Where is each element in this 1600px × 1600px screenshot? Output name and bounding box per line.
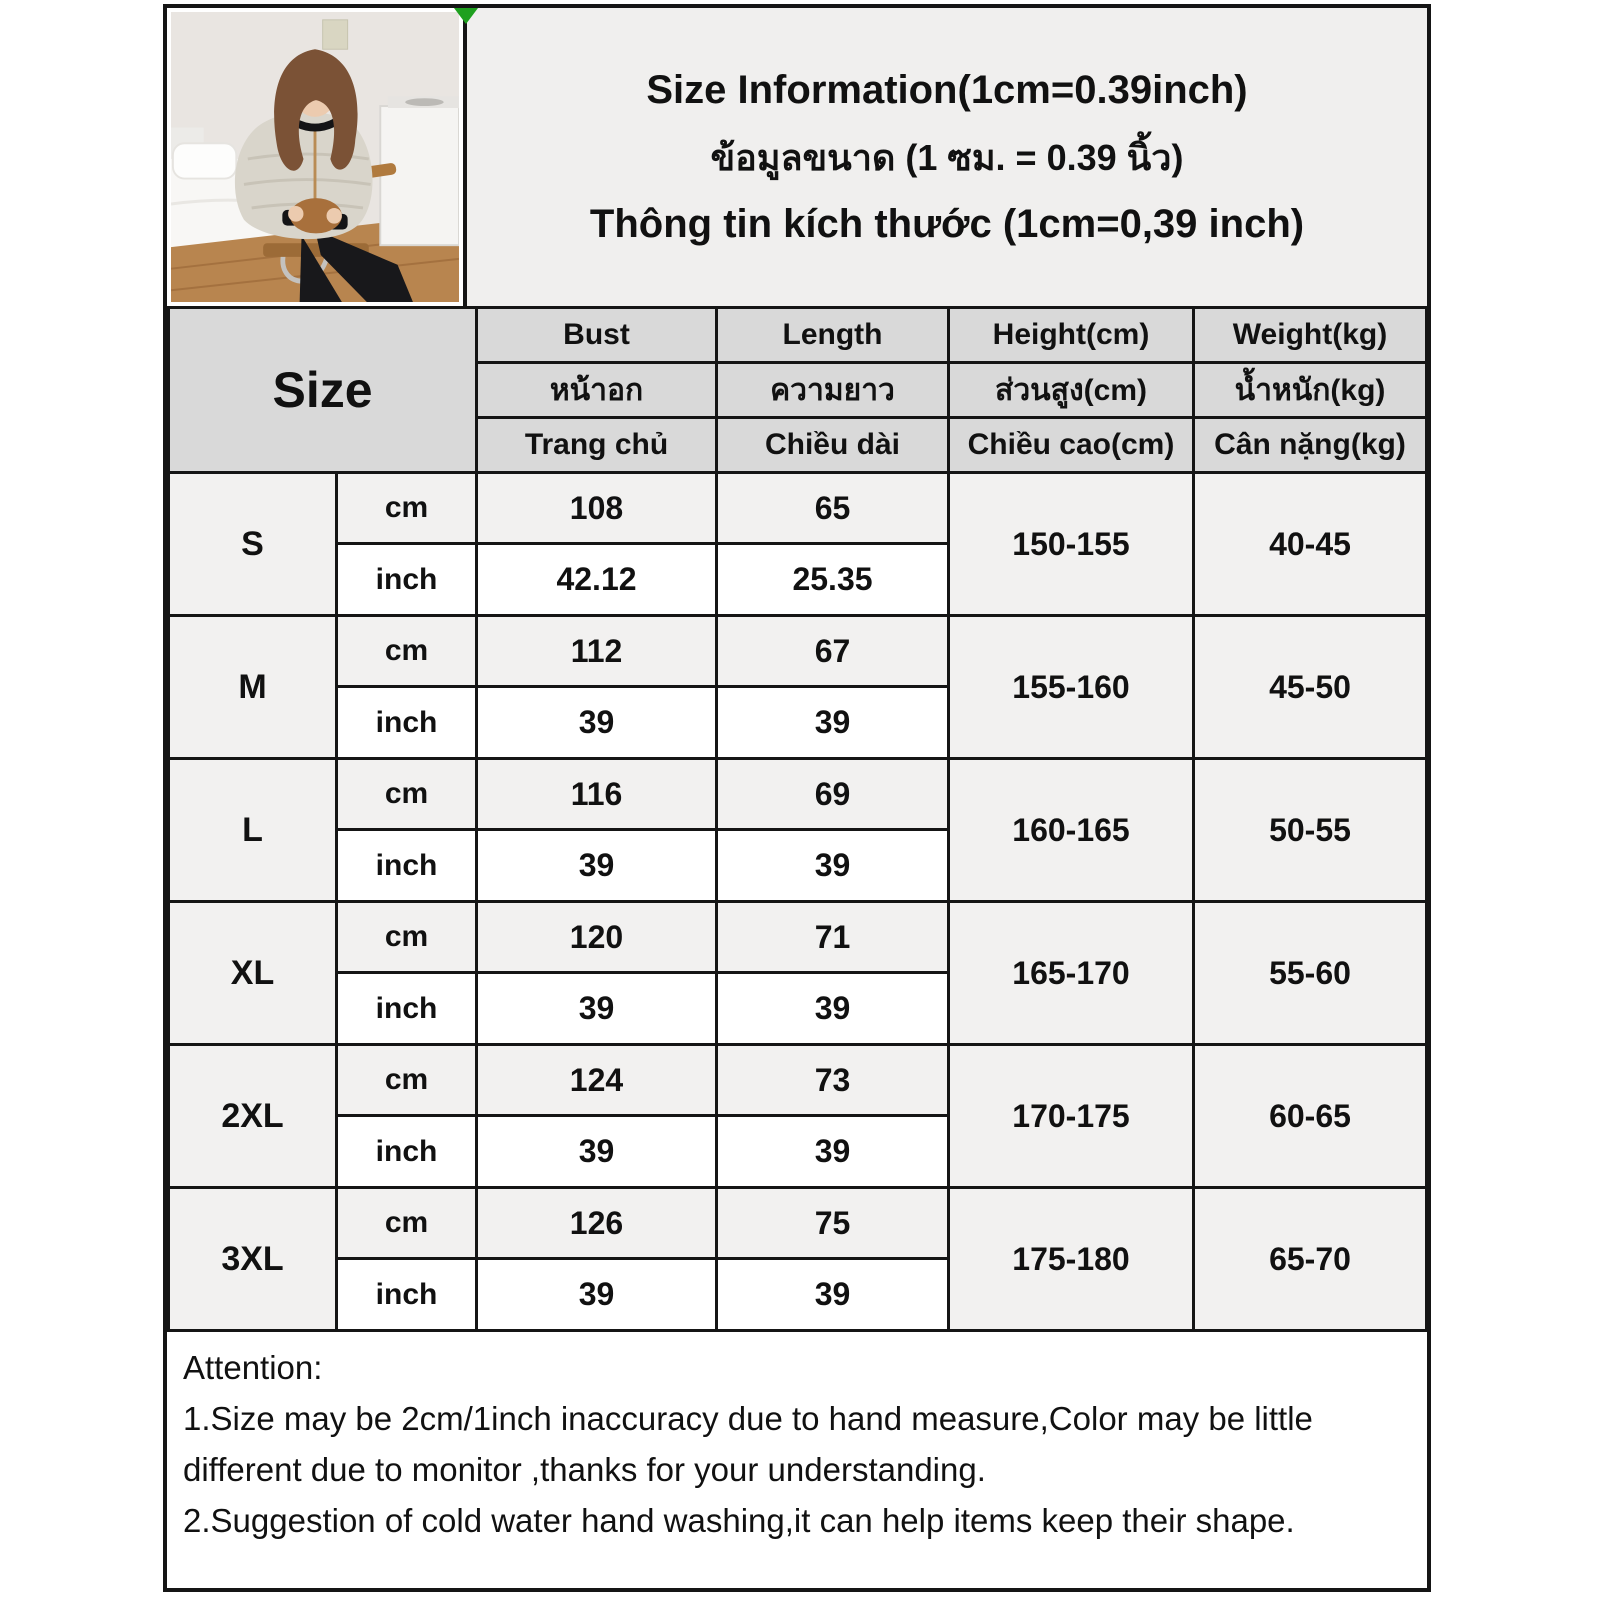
bust-inch-value: 39 <box>477 1116 717 1188</box>
top-section <box>167 8 1427 306</box>
attention-note <box>167 1332 1427 1588</box>
bust-inch-value: 42.12 <box>477 544 717 616</box>
header-length-vi: Chiều dài <box>717 418 949 473</box>
weight-range-value: 65-70 <box>1194 1188 1427 1331</box>
unit-inch-label: inch <box>337 1259 477 1331</box>
length-cm-value: 65 <box>717 473 949 544</box>
height-range-value: 150-155 <box>949 473 1194 616</box>
size-label: M <box>169 616 337 759</box>
header-bust-th: หน้าอก <box>477 363 717 418</box>
header-size: Size <box>169 308 477 473</box>
product-photo-illustration <box>171 12 459 302</box>
header-length-th: ความยาว <box>717 363 949 418</box>
bust-cm-value: 108 <box>477 473 717 544</box>
title-english: Size Information(1cm=0.39inch) <box>646 67 1248 112</box>
bust-inch-value: 39 <box>477 973 717 1045</box>
unit-cm-label: cm <box>337 473 477 544</box>
weight-range-value: 45-50 <box>1194 616 1427 759</box>
unit-inch-label: inch <box>337 973 477 1045</box>
bust-inch-value: 39 <box>477 687 717 759</box>
size-label: XL <box>169 902 337 1045</box>
size-chart-sheet <box>163 4 1431 1592</box>
bust-cm-value: 116 <box>477 759 717 830</box>
height-range-value: 155-160 <box>949 616 1194 759</box>
unit-inch-label: inch <box>337 687 477 759</box>
header-height-vi: Chiều cao(cm) <box>949 418 1194 473</box>
bust-inch-value: 39 <box>477 830 717 902</box>
title-block <box>467 8 1427 306</box>
weight-range-value: 55-60 <box>1194 902 1427 1045</box>
size-label: S <box>169 473 337 616</box>
unit-cm-label: cm <box>337 1045 477 1116</box>
bust-inch-value: 39 <box>477 1259 717 1331</box>
length-inch-value: 39 <box>717 1259 949 1331</box>
length-inch-value: 39 <box>717 973 949 1045</box>
length-inch-value: 39 <box>717 687 949 759</box>
header-length-en: Length <box>717 308 949 363</box>
bust-cm-value: 120 <box>477 902 717 973</box>
title-thai: ข้อมูลขนาด (1 ซม. = 0.39 นิ้ว) <box>710 136 1184 178</box>
attention-line-2: 2.Suggestion of cold water hand washing,it can help items keep their shape. <box>183 1502 1295 1540</box>
weight-range-value: 50-55 <box>1194 759 1427 902</box>
header-weight-th: น้ำหนัก(kg) <box>1194 363 1427 418</box>
bust-cm-value: 126 <box>477 1188 717 1259</box>
unit-inch-label: inch <box>337 1116 477 1188</box>
length-cm-value: 69 <box>717 759 949 830</box>
header-height-th: ส่วนสูง(cm) <box>949 363 1194 418</box>
header-bust-en: Bust <box>477 308 717 363</box>
unit-inch-label: inch <box>337 830 477 902</box>
title-vietnamese: Thông tin kích thước (1cm=0,39 inch) <box>589 201 1305 246</box>
header-bust-vi: Trang chủ <box>477 418 717 473</box>
height-range-value: 170-175 <box>949 1045 1194 1188</box>
unit-inch-label: inch <box>337 544 477 616</box>
height-range-value: 165-170 <box>949 902 1194 1045</box>
bust-cm-value: 112 <box>477 616 717 687</box>
length-inch-value: 39 <box>717 1116 949 1188</box>
product-photo <box>167 8 467 306</box>
size-label: L <box>169 759 337 902</box>
unit-cm-label: cm <box>337 759 477 830</box>
height-range-value: 160-165 <box>949 759 1194 902</box>
length-inch-value: 39 <box>717 830 949 902</box>
weight-range-value: 60-65 <box>1194 1045 1427 1188</box>
unit-cm-label: cm <box>337 902 477 973</box>
weight-range-value: 40-45 <box>1194 473 1427 616</box>
header-weight-en: Weight(kg) <box>1194 308 1427 363</box>
header-weight-vi: Cân nặng(kg) <box>1194 418 1427 473</box>
length-inch-value: 25.35 <box>717 544 949 616</box>
corner-ribbon-icon <box>454 8 478 24</box>
header-height-en: Height(cm) <box>949 308 1194 363</box>
attention-heading: Attention: <box>183 1349 323 1386</box>
length-cm-value: 75 <box>717 1188 949 1259</box>
height-range-value: 175-180 <box>949 1188 1194 1331</box>
length-cm-value: 67 <box>717 616 949 687</box>
size-label: 2XL <box>169 1045 337 1188</box>
size-table <box>167 306 1428 1332</box>
length-cm-value: 71 <box>717 902 949 973</box>
unit-cm-label: cm <box>337 1188 477 1259</box>
length-cm-value: 73 <box>717 1045 949 1116</box>
size-label: 3XL <box>169 1188 337 1331</box>
bust-cm-value: 124 <box>477 1045 717 1116</box>
attention-line-1: 1.Size may be 2cm/1inch inaccuracy due to hand measure,Color may be little different due to monitor ,thanks for your understanding. <box>183 1400 1313 1489</box>
unit-cm-label: cm <box>337 616 477 687</box>
